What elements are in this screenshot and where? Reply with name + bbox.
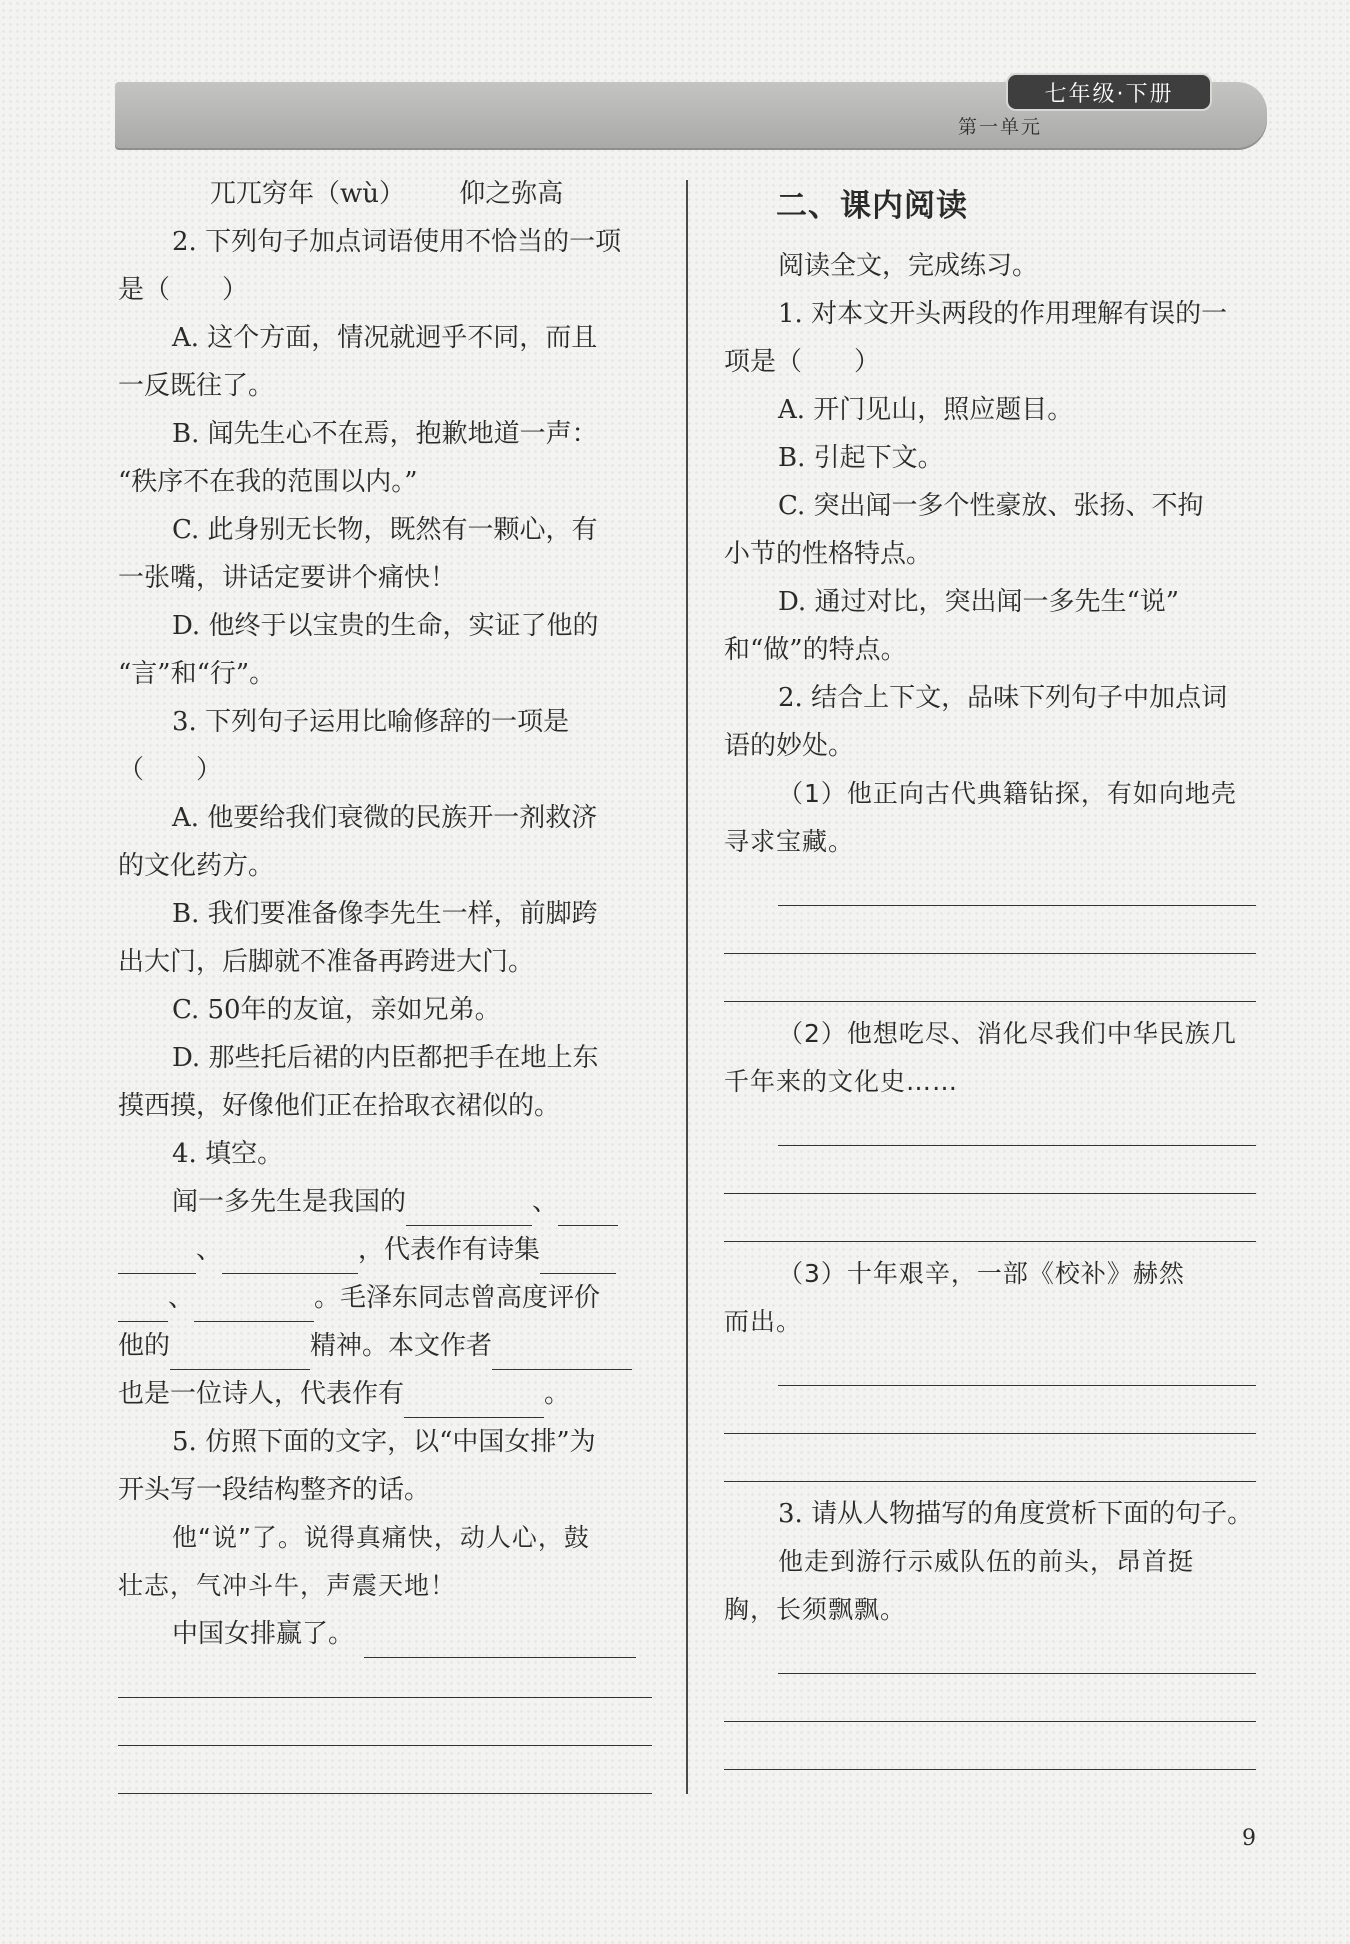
- answer-line[interactable]: [724, 1634, 1256, 1682]
- fill-blank[interactable]: [492, 1339, 632, 1370]
- page-number: 9: [1242, 1826, 1256, 1851]
- q5-start-text: 中国女排赢了。: [172, 1619, 355, 1649]
- vocab-line: [118, 170, 652, 218]
- fill-blank[interactable]: [406, 1195, 532, 1226]
- answer-line[interactable]: [724, 1154, 1256, 1202]
- fill-blank[interactable]: [118, 1291, 168, 1322]
- q2-option-a: A. 这个方面，情况就迥乎不同，而且: [172, 323, 598, 353]
- q4-text-3: 。毛泽东同志曾高度评价: [314, 1283, 601, 1313]
- r2-sentence-3: （3）十年艰辛，一部《校补》赫然: [778, 1259, 1185, 1288]
- q4-separator: 、: [196, 1235, 223, 1265]
- answer-line[interactable]: [724, 1442, 1256, 1490]
- question-2: 2. 下列句子加点词语使用不恰当的一项: [172, 227, 622, 257]
- answer-line[interactable]: [724, 914, 1256, 962]
- question-3: 3. 下列句子运用比喻修辞的一项是: [172, 707, 570, 737]
- q4-separator: 、: [168, 1283, 195, 1313]
- r-question-3: 3. 请从人物描写的角度赏析下面的句子。: [778, 1499, 1254, 1529]
- answer-line[interactable]: [724, 866, 1256, 914]
- q3-option-d: D. 那些托后裙的内臣都把手在地上东: [172, 1043, 599, 1073]
- vocab-item-1: 兀兀穷年（wù）: [210, 179, 406, 209]
- fill-blank[interactable]: [558, 1195, 618, 1226]
- q4-fill-line-2: [118, 1226, 652, 1274]
- fill-blank[interactable]: [540, 1243, 616, 1274]
- r2-sentence-1: （1）他正向古代典籍钻探，有如向地壳: [778, 779, 1237, 808]
- r2-sentence-3-cont: 而出。: [724, 1307, 803, 1336]
- r2-sentence-1-cont: 寻求宝藏。: [724, 827, 855, 856]
- q2-option-d-cont: “言”和“行”。: [118, 659, 276, 689]
- answer-line[interactable]: [118, 1658, 652, 1706]
- fill-blank[interactable]: [222, 1243, 358, 1274]
- q4-text-5a: 也是一位诗人，代表作有: [118, 1379, 405, 1409]
- vocab-item-2: 仰之弥高: [459, 179, 564, 209]
- answer-line[interactable]: [724, 1394, 1256, 1442]
- q3-option-c: C. 50年的友谊，亲如兄弟。: [172, 995, 501, 1025]
- q2-option-b: B. 闻先生心不在焉，抱歉地道一声：: [172, 419, 598, 449]
- r-question-2: 2. 结合上下文，品味下列句子中加点词: [778, 683, 1228, 713]
- q2-option-b-cont: “秩序不在我的范围以内。”: [118, 467, 418, 497]
- q4-fill-line-3: [118, 1274, 652, 1322]
- q3-option-a-cont: 的文化药方。: [118, 851, 275, 881]
- right-column: [724, 170, 1256, 1778]
- question-2-cont: 是（ ）: [118, 275, 249, 305]
- answer-line[interactable]: [724, 1682, 1256, 1730]
- q4-text-5b: 。: [544, 1379, 571, 1409]
- q3-option-d-cont: 摸西摸，好像他们正在拾取衣裙似的。: [118, 1091, 561, 1121]
- r2-sentence-2-cont: 千年来的文化史……: [724, 1067, 959, 1096]
- answer-line[interactable]: [724, 962, 1256, 1010]
- r1-option-c: C. 突出闻一多个性豪放、张扬、不拘: [778, 491, 1204, 521]
- fill-blank[interactable]: [170, 1339, 310, 1370]
- fill-blank[interactable]: [194, 1291, 314, 1322]
- q3-option-a: A. 他要给我们衰微的民族开一剂救济: [172, 803, 598, 833]
- q4-separator: 、: [532, 1187, 559, 1217]
- answer-line[interactable]: [724, 1202, 1256, 1250]
- left-column: [118, 170, 652, 1802]
- r3-sentence-cont: 胸，长须飘飘。: [724, 1595, 907, 1624]
- q2-option-d: D. 他终于以宝贵的生命，实证了他的: [172, 611, 599, 641]
- answer-line[interactable]: [118, 1706, 652, 1754]
- q5-example: 他“说”了。说得真痛快，动人心，鼓: [172, 1523, 590, 1552]
- q3-option-b-cont: 出大门，后脚就不准备再跨进大门。: [118, 947, 535, 977]
- answer-line[interactable]: [724, 1730, 1256, 1778]
- r3-sentence: 他走到游行示威队伍的前头，昂首挺: [778, 1547, 1195, 1576]
- q2-option-c-cont: 一张嘴，讲话定要讲个痛快！: [118, 563, 457, 593]
- q4-fill-line-4: [118, 1322, 652, 1370]
- r-question-2-cont: 语的妙处。: [724, 731, 855, 761]
- q4-text-4a: 他的: [118, 1331, 171, 1361]
- reading-intro: 阅读全文，完成练习。: [778, 251, 1039, 281]
- r1-option-d-cont: 和“做”的特点。: [724, 635, 907, 665]
- q4-fill-line-5: [118, 1370, 652, 1418]
- q2-option-a-cont: 一反既往了。: [118, 371, 275, 401]
- q2-option-c: C. 此身别无长物，既然有一颗心，有: [172, 515, 598, 545]
- q4-text-2: ，代表作有诗集: [358, 1235, 541, 1265]
- r1-option-c-cont: 小节的性格特点。: [724, 539, 933, 569]
- q4-text-4b: 精神。本文作者: [310, 1331, 493, 1361]
- r1-option-a: A. 开门见山，照应题目。: [778, 395, 1074, 425]
- question-5: 5. 仿照下面的文字，以“中国女排”为: [172, 1427, 596, 1457]
- grade-tab: 七年级·下册: [1006, 73, 1212, 111]
- column-divider: [686, 180, 688, 1794]
- answer-line[interactable]: [364, 1627, 636, 1658]
- r-question-1-cont: 项是（ ）: [724, 347, 881, 377]
- question-4: 4. 填空。: [172, 1139, 284, 1169]
- answer-line[interactable]: [118, 1754, 652, 1802]
- answer-line[interactable]: [724, 1106, 1256, 1154]
- q4-fill-line-1: [118, 1178, 652, 1226]
- answer-line[interactable]: [724, 1346, 1256, 1394]
- q5-example-cont: 壮志，气冲斗牛，声震天地！: [118, 1571, 457, 1600]
- fill-blank[interactable]: [118, 1243, 196, 1274]
- r1-option-d: D. 通过对比，突出闻一多先生“说”: [778, 587, 1180, 617]
- fill-blank[interactable]: [404, 1387, 544, 1418]
- section-title: 二、课内阅读: [776, 188, 968, 224]
- r2-sentence-2: （2）他想吃尽、消化尽我们中华民族几: [778, 1019, 1237, 1048]
- q3-option-b: B. 我们要准备像李先生一样，前脚跨: [172, 899, 598, 929]
- question-3-cont: （ ）: [118, 755, 223, 785]
- r-question-1: 1. 对本文开头两段的作用理解有误的一: [778, 299, 1228, 329]
- q5-answer-start: [118, 1610, 652, 1658]
- r1-option-b: B. 引起下文。: [778, 443, 944, 473]
- unit-label: 第一单元: [957, 116, 1042, 138]
- question-5-cont: 开头写一段结构整齐的话。: [118, 1475, 431, 1505]
- q4-text-1: 闻一多先生是我国的: [172, 1187, 407, 1217]
